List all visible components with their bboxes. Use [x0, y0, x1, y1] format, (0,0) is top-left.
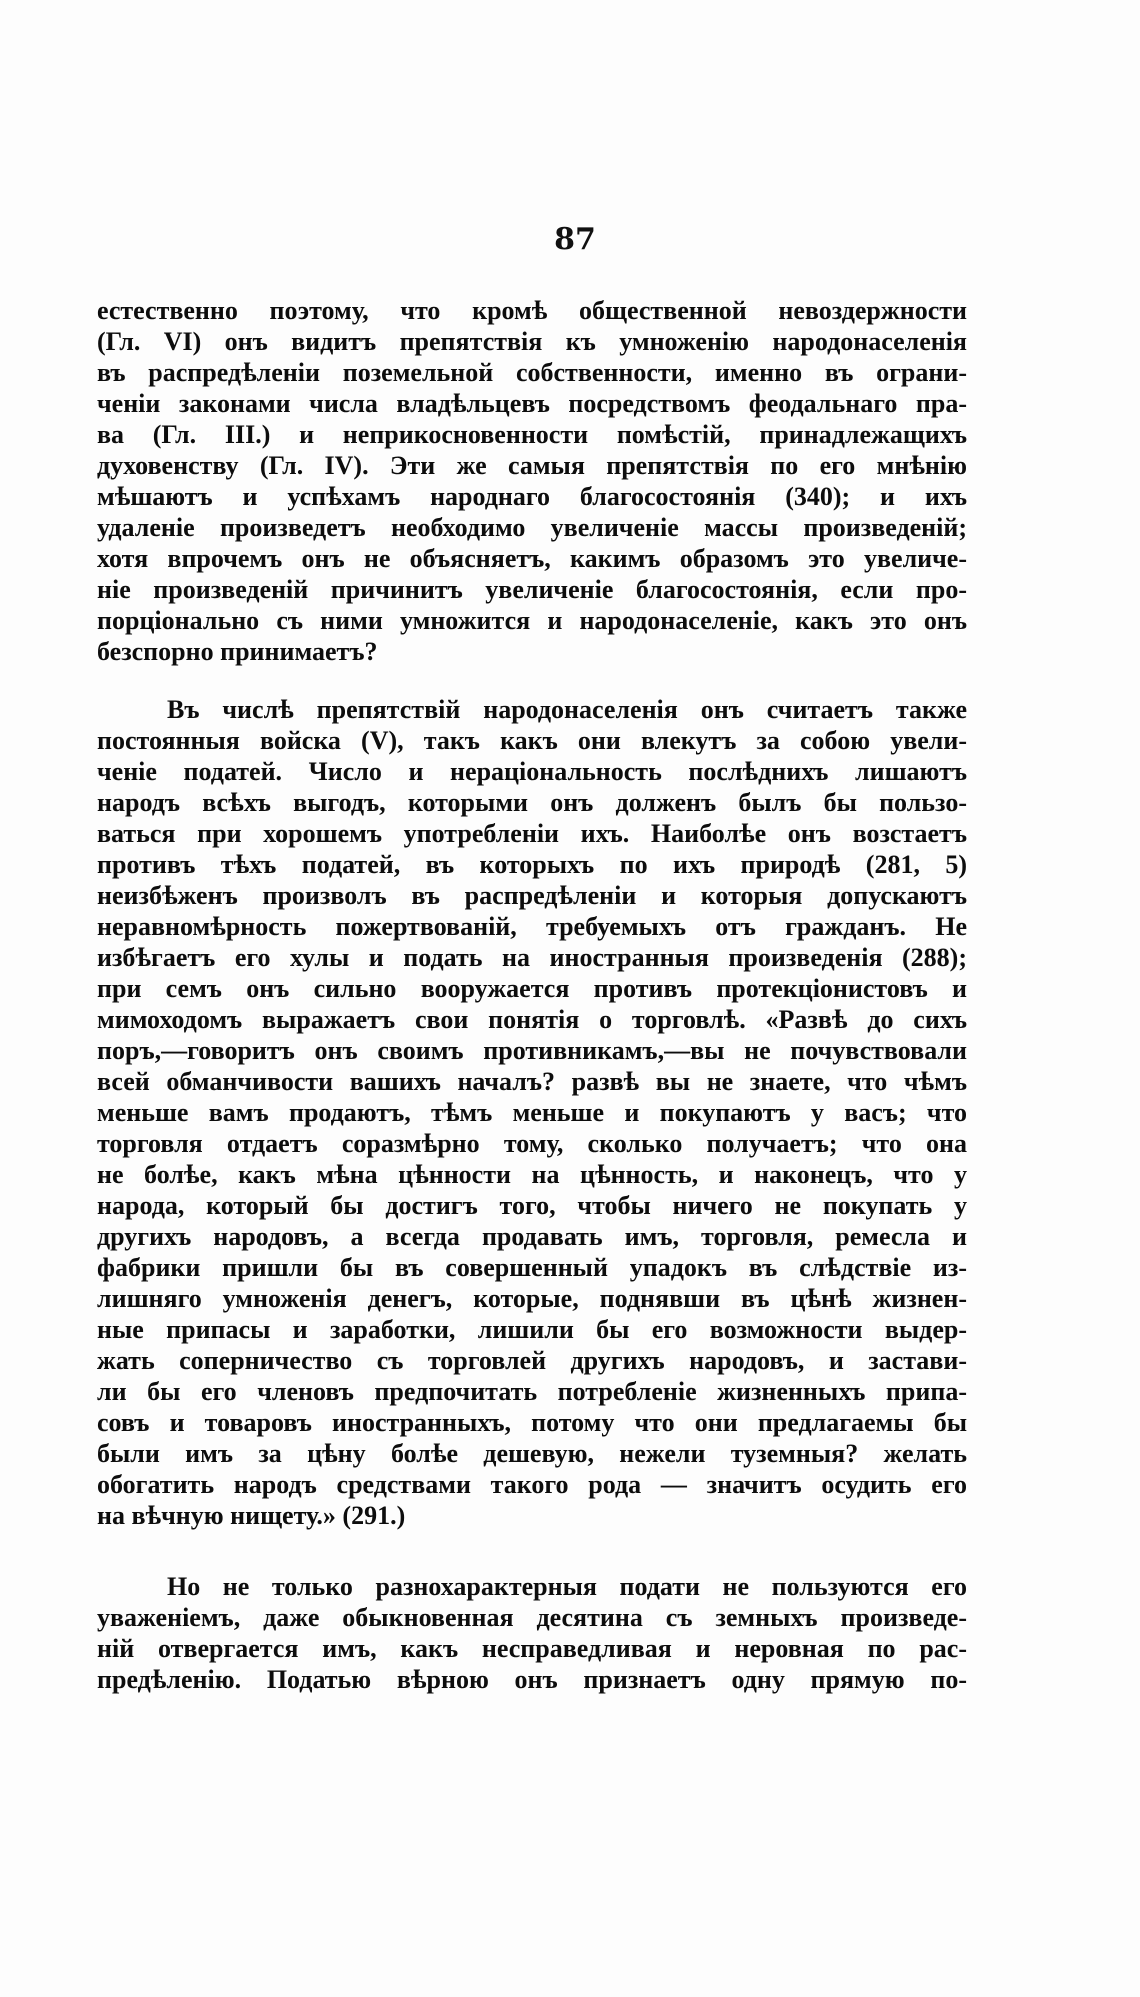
text-line: торговля отдаетъ соразмѣрно тому, сколько получаетъ; что она [97, 1129, 967, 1158]
text-line: удаленіе произведетъ необходимо увеличеніе массы произведеній; [97, 513, 967, 542]
text-line: всей обманчивости вашихъ началъ? развѣ вы не знаете, что чѣмъ [97, 1067, 967, 1096]
text-line: безспорно принимаетъ? [97, 637, 378, 666]
text-line: ва (Гл. III.) и неприкосновенности помѣстій, принадлежащихъ [97, 420, 967, 449]
text-line: мѣшаютъ и успѣхамъ народнаго благосостоянія (340); и ихъ [97, 482, 967, 511]
page-number: 87 [554, 222, 596, 257]
text-line: меньше вамъ продаютъ, тѣмъ меньше и покупаютъ у васъ; что [97, 1098, 967, 1127]
text-line: не болѣе, какъ мѣна цѣнности на цѣнность, и наконецъ, что у [97, 1160, 967, 1189]
text-line: (Гл. VI) онъ видитъ препятствія къ умноженію народонаселенія [97, 327, 967, 356]
text-line: народа, который бы достигъ того, чтобы ничего не покупать у [97, 1191, 967, 1220]
text-line: обогатить народъ средствами такого рода — значитъ осудить его [97, 1470, 967, 1499]
text-line: постоянныя войска (V), такъ какъ они влекутъ за собою увели- [97, 726, 967, 755]
text-line: на вѣчную нищету.» (291.) [97, 1501, 406, 1530]
text-line: фабрики пришли бы въ совершенный упадокъ въ слѣдствіе из- [97, 1253, 967, 1282]
text-line: жать соперничество съ торговлей другихъ народовъ, и застави- [97, 1346, 967, 1375]
text-line: избѣгаетъ его хулы и подать на иностранныя произведенія (288); [97, 943, 967, 972]
text-line: ченіи законами числа владѣльцевъ посредствомъ феодальнаго пра- [97, 389, 967, 418]
text-line: хотя впрочемъ онъ не объясняетъ, какимъ образомъ это увеличе- [97, 544, 967, 573]
text-line: ные припасы и заработки, лишили бы его возможности выдер- [97, 1315, 967, 1344]
paragraph-3 [97, 1571, 967, 1695]
text-line: противъ тѣхъ податей, въ которыхъ по ихъ природѣ (281, 5) [97, 850, 967, 879]
text-line: ній отвергается имъ, какъ несправедливая и неровная по рас- [97, 1634, 967, 1663]
text-line: ли бы его членовъ предпочитать потребленіе жизненныхъ припа- [97, 1377, 967, 1406]
paragraph-2 [97, 694, 967, 1531]
text-line: совъ и товаровъ иностранныхъ, потому что они предлагаемы бы [97, 1408, 967, 1437]
text-line: поръ,—говоритъ онъ своимъ противникамъ,—вы не почувствовали [97, 1036, 967, 1065]
text-line: порціонально съ ними умножится и народонаселеніе, какъ это онъ [97, 606, 967, 635]
text-line: естественно поэтому, что кромѣ общественной невоздержности [97, 296, 967, 325]
text-line: уваженіемъ, даже обыкновенная десятина съ земныхъ произведе- [97, 1603, 967, 1632]
text-line: Но не только разнохарактерныя подати не пользуются его [167, 1572, 967, 1601]
text-line: лишняго умноженія денегъ, которые, поднявши въ цѣнѣ жизнен- [97, 1284, 967, 1313]
text-line: ваться при хорошемъ употребленіи ихъ. Наиболѣе онъ возстаетъ [97, 819, 967, 848]
text-line: предѣленію. Податью вѣрною онъ признаетъ одну прямую по- [97, 1665, 967, 1694]
paragraph-1 [97, 295, 967, 667]
text-line: въ распредѣленіи поземельной собственности, именно въ ограни- [97, 358, 967, 387]
text-line: неравномѣрность пожертвованій, требуемыхъ отъ гражданъ. Не [97, 912, 967, 941]
text-line: были имъ за цѣну болѣе дешевую, нежели туземныя? желать [97, 1439, 967, 1468]
text-line: Въ числѣ препятствій народонаселенія онъ считаетъ также [167, 695, 967, 724]
text-line: при семъ онъ сильно вооружается противъ протекціонистовъ и [97, 974, 967, 1003]
text-line: другихъ народовъ, а всегда продавать имъ, торговля, ремесла и [97, 1222, 967, 1251]
text-line: ніе произведеній причинитъ увеличеніе благосостоянія, если про- [97, 575, 967, 604]
text-line: ченіе податей. Число и нераціональность послѣднихъ лишаютъ [97, 757, 967, 786]
text-line: мимоходомъ выражаетъ свои понятія о торговлѣ. «Развѣ до сихъ [97, 1005, 967, 1034]
text-line: народъ всѣхъ выгодъ, которыми онъ долженъ былъ бы пользо- [97, 788, 967, 817]
text-line: духовенству (Гл. IV). Эти же самыя препятствія по его мнѣнію [97, 451, 967, 480]
text-line: неизбѣженъ произволъ въ распредѣленіи и которыя допускаютъ [97, 881, 967, 910]
